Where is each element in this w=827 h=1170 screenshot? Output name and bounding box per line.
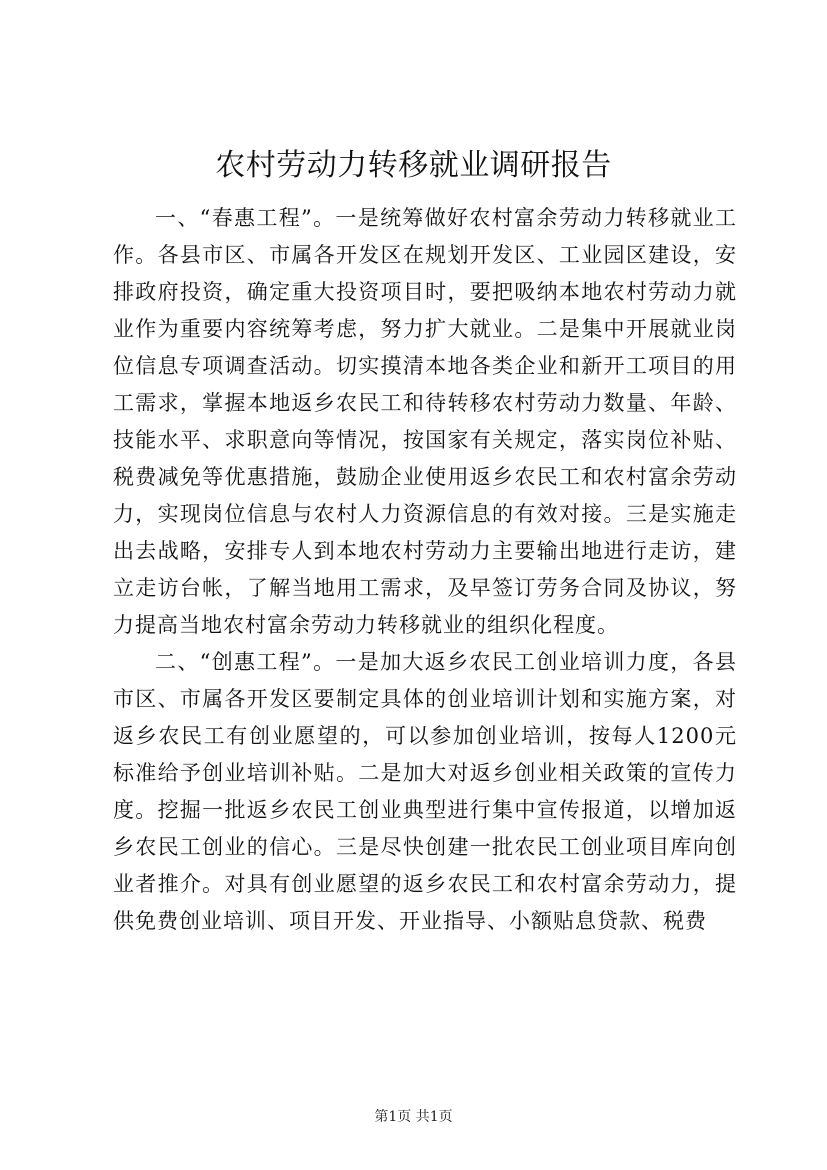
paragraph-chunhui-project: 一、“春惠工程”。一是统筹做好农村富余劳动力转移就业工作。各县市区、市属各开发区在规划开发区、工业园区建设，安排政府投资，确定重大投资项目时，要把吸纳本地农村劳动力就业作为重要内容统筹考虑，努力扩大就业。二是集中开展就业岗位信息专项调查活动。切实摸清本地各类企业和新开工项目的用工需求，掌握本地返乡农民工和待转移农村劳动力数量、年龄、技能水平、求职意向等情况，按国家有关规定，落实岗位补贴、税费减免等优惠措施，鼓励企业使用返乡农民工和农村富余劳动力，实现岗位信息与农村人力资源信息的有效对接。三是实施走出去战略，安排专人到本地农村劳动力主要输出地进行走访，建立走访台帐，了解当地用工需求，及早签订劳务合同及协议，努力提高当地农村富余劳动力转移就业的组织化程度。 (113, 206, 737, 637)
document-title: 农村劳动力转移就业调研报告 (215, 148, 612, 183)
page-number-footer: 第1页 共1页 (374, 1109, 453, 1125)
document-body (113, 200, 737, 940)
paragraph-chuanghui-project: 二、“创惠工程”。一是加大返乡农民工创业培训力度，各县市区、市属各开发区要制定具体的创业培训计划和实施方案，对返乡农民工有创业愿望的，可以参加创业培训，按每人1200元标准给予创业培训补贴。二是加大对返乡创业相关政策的宣传力度。挖掘一批返乡农民工创业典型进行集中宣传报道，以增加返乡农民工创业的信心。三是尽快创建一批农民工创业项目库向创业者推介。对具有创业愿望的返乡农民工和农村富余劳动力，提供免费创业培训、项目开发、开业指导、小额贴息贷款、税费 (113, 650, 737, 933)
